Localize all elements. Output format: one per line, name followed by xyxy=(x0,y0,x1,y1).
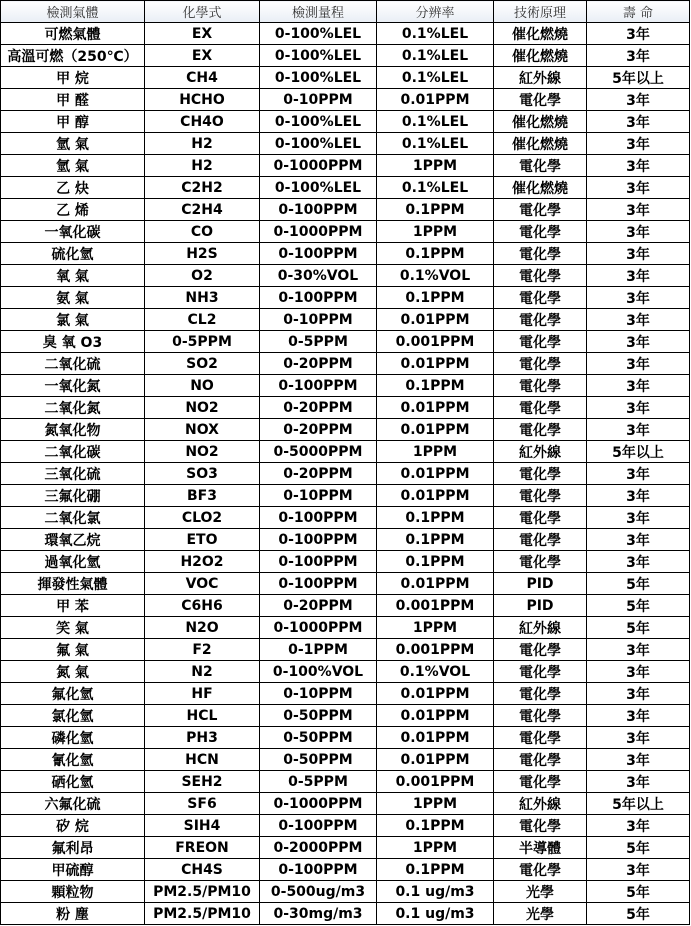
lifespan-cell: 3年 xyxy=(587,155,690,177)
gas-name-cell: 氮氧化物 xyxy=(1,419,145,441)
gas-name-cell: 氟 氣 xyxy=(1,639,145,661)
resolution-cell: 0.1%VOL xyxy=(377,265,494,287)
principle-cell: 電化學 xyxy=(494,155,587,177)
gas-name-cell: 乙 炔 xyxy=(1,177,145,199)
table-row xyxy=(1,463,690,485)
formula-cell: BF3 xyxy=(145,485,260,507)
principle-cell: 電化學 xyxy=(494,529,587,551)
resolution-cell: 0.001PPM xyxy=(377,331,494,353)
formula-cell: CH4 xyxy=(145,67,260,89)
header-principle: 技術原理 xyxy=(494,1,587,23)
gas-name-cell: 氯化氫 xyxy=(1,705,145,727)
lifespan-cell: 3年 xyxy=(587,507,690,529)
lifespan-cell: 3年 xyxy=(587,397,690,419)
lifespan-cell: 5年以上 xyxy=(587,67,690,89)
table-row xyxy=(1,881,690,903)
resolution-cell: 0.1%LEL xyxy=(377,177,494,199)
lifespan-cell: 3年 xyxy=(587,705,690,727)
formula-cell: PM2.5/PM10 xyxy=(145,881,260,903)
range-cell: 0-100%LEL xyxy=(260,111,377,133)
lifespan-cell: 3年 xyxy=(587,683,690,705)
principle-cell: 電化學 xyxy=(494,419,587,441)
table-row xyxy=(1,617,690,639)
range-cell: 0-10PPM xyxy=(260,309,377,331)
table-row xyxy=(1,23,690,45)
formula-cell: HF xyxy=(145,683,260,705)
lifespan-cell: 5年 xyxy=(587,617,690,639)
resolution-cell: 1PPM xyxy=(377,155,494,177)
range-cell: 0-100PPM xyxy=(260,375,377,397)
lifespan-cell: 3年 xyxy=(587,89,690,111)
lifespan-cell: 3年 xyxy=(587,419,690,441)
lifespan-cell: 3年 xyxy=(587,221,690,243)
range-cell: 0-1000PPM xyxy=(260,617,377,639)
lifespan-cell: 3年 xyxy=(587,529,690,551)
table-row xyxy=(1,375,690,397)
formula-cell: NO2 xyxy=(145,397,260,419)
gas-name-cell: 顆粒物 xyxy=(1,881,145,903)
range-cell: 0-100PPM xyxy=(260,199,377,221)
lifespan-cell: 5年 xyxy=(587,881,690,903)
principle-cell: 電化學 xyxy=(494,661,587,683)
resolution-cell: 0.1%LEL xyxy=(377,67,494,89)
header-lifespan: 壽 命 xyxy=(587,1,690,23)
principle-cell: 電化學 xyxy=(494,551,587,573)
resolution-cell: 0.1PPM xyxy=(377,529,494,551)
principle-cell: 電化學 xyxy=(494,485,587,507)
principle-cell: PID xyxy=(494,595,587,617)
table-row xyxy=(1,243,690,265)
gas-name-cell: 環氧乙烷 xyxy=(1,529,145,551)
table-row xyxy=(1,133,690,155)
principle-cell: 催化燃燒 xyxy=(494,111,587,133)
table-row xyxy=(1,661,690,683)
lifespan-cell: 5年 xyxy=(587,837,690,859)
gas-name-cell: 一氧化碳 xyxy=(1,221,145,243)
principle-cell: 電化學 xyxy=(494,199,587,221)
resolution-cell: 1PPM xyxy=(377,441,494,463)
gas-name-cell: 甲 烷 xyxy=(1,67,145,89)
principle-cell: 電化學 xyxy=(494,221,587,243)
range-cell: 0-100PPM xyxy=(260,859,377,881)
range-cell: 0-100%LEL xyxy=(260,67,377,89)
formula-cell: SO3 xyxy=(145,463,260,485)
gas-name-cell: 揮發性氣體 xyxy=(1,573,145,595)
range-cell: 0-10PPM xyxy=(260,89,377,111)
table-row xyxy=(1,199,690,221)
principle-cell: 電化學 xyxy=(494,727,587,749)
table-row xyxy=(1,397,690,419)
gas-name-cell: 甲 醇 xyxy=(1,111,145,133)
table-row xyxy=(1,551,690,573)
header-resolution: 分辨率 xyxy=(377,1,494,23)
formula-cell: PM2.5/PM10 xyxy=(145,903,260,925)
range-cell: 0-20PPM xyxy=(260,419,377,441)
formula-cell: H2 xyxy=(145,155,260,177)
table-row xyxy=(1,177,690,199)
formula-cell: CH4S xyxy=(145,859,260,881)
formula-cell: NO xyxy=(145,375,260,397)
range-cell: 0-100PPM xyxy=(260,573,377,595)
lifespan-cell: 3年 xyxy=(587,331,690,353)
table-row xyxy=(1,815,690,837)
gas-name-cell: 高溫可燃（250℃） xyxy=(1,45,145,67)
table-row xyxy=(1,331,690,353)
formula-cell: NO2 xyxy=(145,441,260,463)
gas-name-cell: 磷化氫 xyxy=(1,727,145,749)
table-row xyxy=(1,353,690,375)
range-cell: 0-100PPM xyxy=(260,815,377,837)
range-cell: 0-50PPM xyxy=(260,727,377,749)
resolution-cell: 0.1 ug/m3 xyxy=(377,903,494,925)
range-cell: 0-100PPM xyxy=(260,551,377,573)
range-cell: 0-30mg/m3 xyxy=(260,903,377,925)
principle-cell: 催化燃燒 xyxy=(494,45,587,67)
resolution-cell: 0.01PPM xyxy=(377,727,494,749)
principle-cell: 電化學 xyxy=(494,507,587,529)
gas-name-cell: 三氟化硼 xyxy=(1,485,145,507)
gas-name-cell: 臭 氧 O3 xyxy=(1,331,145,353)
formula-cell: H2 xyxy=(145,133,260,155)
gas-name-cell: 甲 苯 xyxy=(1,595,145,617)
range-cell: 0-1000PPM xyxy=(260,793,377,815)
principle-cell: 催化燃燒 xyxy=(494,133,587,155)
gas-name-cell: 氫 氣 xyxy=(1,133,145,155)
lifespan-cell: 3年 xyxy=(587,243,690,265)
resolution-cell: 0.1%LEL xyxy=(377,111,494,133)
table-row xyxy=(1,221,690,243)
gas-name-cell: 氟化氫 xyxy=(1,683,145,705)
resolution-cell: 1PPM xyxy=(377,793,494,815)
lifespan-cell: 3年 xyxy=(587,639,690,661)
table-row xyxy=(1,705,690,727)
lifespan-cell: 3年 xyxy=(587,771,690,793)
principle-cell: 電化學 xyxy=(494,749,587,771)
range-cell: 0-50PPM xyxy=(260,749,377,771)
gas-name-cell: 氯 氣 xyxy=(1,309,145,331)
principle-cell: PID xyxy=(494,573,587,595)
table-row xyxy=(1,727,690,749)
principle-cell: 催化燃燒 xyxy=(494,177,587,199)
lifespan-cell: 3年 xyxy=(587,375,690,397)
resolution-cell: 0.1 ug/m3 xyxy=(377,881,494,903)
gas-name-cell: 硫化氫 xyxy=(1,243,145,265)
table-row xyxy=(1,155,690,177)
range-cell: 0-100%LEL xyxy=(260,23,377,45)
resolution-cell: 0.1PPM xyxy=(377,859,494,881)
gas-name-cell: 氮 氣 xyxy=(1,661,145,683)
header-gas-name: 檢測氣體 xyxy=(1,1,145,23)
range-cell: 0-5PPM xyxy=(260,331,377,353)
gas-name-cell: 三氧化硫 xyxy=(1,463,145,485)
range-cell: 0-100%VOL xyxy=(260,661,377,683)
range-cell: 0-30%VOL xyxy=(260,265,377,287)
range-cell: 0-100PPM xyxy=(260,529,377,551)
lifespan-cell: 5年 xyxy=(587,903,690,925)
gas-name-cell: 二氧化氯 xyxy=(1,507,145,529)
range-cell: 0-100%LEL xyxy=(260,45,377,67)
principle-cell: 電化學 xyxy=(494,705,587,727)
formula-cell: 0-5PPM xyxy=(145,331,260,353)
gas-name-cell: 二氧化氮 xyxy=(1,397,145,419)
range-cell: 0-50PPM xyxy=(260,705,377,727)
principle-cell: 電化學 xyxy=(494,89,587,111)
formula-cell: C2H2 xyxy=(145,177,260,199)
table-row xyxy=(1,595,690,617)
lifespan-cell: 3年 xyxy=(587,199,690,221)
lifespan-cell: 3年 xyxy=(587,551,690,573)
principle-cell: 電化學 xyxy=(494,463,587,485)
range-cell: 0-20PPM xyxy=(260,353,377,375)
lifespan-cell: 3年 xyxy=(587,133,690,155)
lifespan-cell: 5年以上 xyxy=(587,441,690,463)
table-row xyxy=(1,441,690,463)
formula-cell: C6H6 xyxy=(145,595,260,617)
formula-cell: F2 xyxy=(145,639,260,661)
range-cell: 0-100%LEL xyxy=(260,177,377,199)
gas-name-cell: 六氟化硫 xyxy=(1,793,145,815)
resolution-cell: 1PPM xyxy=(377,837,494,859)
principle-cell: 電化學 xyxy=(494,683,587,705)
range-cell: 0-5000PPM xyxy=(260,441,377,463)
range-cell: 0-100%LEL xyxy=(260,133,377,155)
lifespan-cell: 3年 xyxy=(587,463,690,485)
formula-cell: ETO xyxy=(145,529,260,551)
table-row xyxy=(1,45,690,67)
principle-cell: 電化學 xyxy=(494,375,587,397)
lifespan-cell: 3年 xyxy=(587,749,690,771)
resolution-cell: 1PPM xyxy=(377,221,494,243)
lifespan-cell: 3年 xyxy=(587,859,690,881)
formula-cell: CO xyxy=(145,221,260,243)
table-row xyxy=(1,749,690,771)
resolution-cell: 0.01PPM xyxy=(377,309,494,331)
principle-cell: 光學 xyxy=(494,881,587,903)
table-row xyxy=(1,419,690,441)
formula-cell: NOX xyxy=(145,419,260,441)
range-cell: 0-1000PPM xyxy=(260,221,377,243)
resolution-cell: 0.1%LEL xyxy=(377,23,494,45)
formula-cell: FREON xyxy=(145,837,260,859)
lifespan-cell: 3年 xyxy=(587,727,690,749)
resolution-cell: 0.01PPM xyxy=(377,419,494,441)
principle-cell: 電化學 xyxy=(494,309,587,331)
formula-cell: CH4O xyxy=(145,111,260,133)
lifespan-cell: 3年 xyxy=(587,177,690,199)
lifespan-cell: 3年 xyxy=(587,309,690,331)
range-cell: 0-1000PPM xyxy=(260,155,377,177)
principle-cell: 電化學 xyxy=(494,265,587,287)
gas-name-cell: 氧 氣 xyxy=(1,265,145,287)
table-row xyxy=(1,485,690,507)
formula-cell: VOC xyxy=(145,573,260,595)
gas-name-cell: 過氧化氫 xyxy=(1,551,145,573)
resolution-cell: 0.1%VOL xyxy=(377,661,494,683)
range-cell: 0-100PPM xyxy=(260,287,377,309)
table-row xyxy=(1,507,690,529)
formula-cell: CLO2 xyxy=(145,507,260,529)
formula-cell: O2 xyxy=(145,265,260,287)
formula-cell: SEH2 xyxy=(145,771,260,793)
range-cell: 0-2000PPM xyxy=(260,837,377,859)
header-row xyxy=(1,1,690,23)
table-body xyxy=(1,23,690,925)
principle-cell: 電化學 xyxy=(494,639,587,661)
formula-cell: N2O xyxy=(145,617,260,639)
header-formula: 化學式 xyxy=(145,1,260,23)
resolution-cell: 0.01PPM xyxy=(377,89,494,111)
formula-cell: H2O2 xyxy=(145,551,260,573)
formula-cell: HCHO xyxy=(145,89,260,111)
range-cell: 0-20PPM xyxy=(260,463,377,485)
table-row xyxy=(1,771,690,793)
formula-cell: CL2 xyxy=(145,309,260,331)
table-row xyxy=(1,309,690,331)
table-row xyxy=(1,111,690,133)
range-cell: 0-100PPM xyxy=(260,507,377,529)
table-row xyxy=(1,67,690,89)
formula-cell: SF6 xyxy=(145,793,260,815)
resolution-cell: 0.001PPM xyxy=(377,595,494,617)
resolution-cell: 0.01PPM xyxy=(377,353,494,375)
table-row xyxy=(1,683,690,705)
gas-name-cell: 氫 氣 xyxy=(1,155,145,177)
resolution-cell: 0.1PPM xyxy=(377,815,494,837)
table-row xyxy=(1,287,690,309)
range-cell: 0-5PPM xyxy=(260,771,377,793)
lifespan-cell: 5年以上 xyxy=(587,793,690,815)
lifespan-cell: 3年 xyxy=(587,111,690,133)
range-cell: 0-500ug/m3 xyxy=(260,881,377,903)
principle-cell: 催化燃燒 xyxy=(494,23,587,45)
gas-name-cell: 笑 氣 xyxy=(1,617,145,639)
resolution-cell: 0.001PPM xyxy=(377,639,494,661)
lifespan-cell: 3年 xyxy=(587,45,690,67)
header-range: 檢測量程 xyxy=(260,1,377,23)
range-cell: 0-20PPM xyxy=(260,595,377,617)
resolution-cell: 0.1PPM xyxy=(377,375,494,397)
formula-cell: SO2 xyxy=(145,353,260,375)
gas-name-cell: 乙 烯 xyxy=(1,199,145,221)
lifespan-cell: 3年 xyxy=(587,265,690,287)
gas-name-cell: 矽 烷 xyxy=(1,815,145,837)
principle-cell: 半導體 xyxy=(494,837,587,859)
resolution-cell: 0.01PPM xyxy=(377,749,494,771)
gas-name-cell: 甲 醛 xyxy=(1,89,145,111)
lifespan-cell: 5年 xyxy=(587,595,690,617)
gas-name-cell: 可燃氣體 xyxy=(1,23,145,45)
resolution-cell: 0.01PPM xyxy=(377,573,494,595)
lifespan-cell: 3年 xyxy=(587,815,690,837)
range-cell: 0-1PPM xyxy=(260,639,377,661)
table-row xyxy=(1,639,690,661)
resolution-cell: 0.1PPM xyxy=(377,287,494,309)
formula-cell: EX xyxy=(145,45,260,67)
formula-cell: SIH4 xyxy=(145,815,260,837)
gas-name-cell: 氟利昂 xyxy=(1,837,145,859)
principle-cell: 電化學 xyxy=(494,287,587,309)
principle-cell: 電化學 xyxy=(494,331,587,353)
principle-cell: 紅外線 xyxy=(494,67,587,89)
table-row xyxy=(1,903,690,925)
formula-cell: PH3 xyxy=(145,727,260,749)
range-cell: 0-20PPM xyxy=(260,397,377,419)
table-row xyxy=(1,529,690,551)
resolution-cell: 0.1PPM xyxy=(377,551,494,573)
formula-cell: HCL xyxy=(145,705,260,727)
resolution-cell: 1PPM xyxy=(377,617,494,639)
resolution-cell: 0.001PPM xyxy=(377,771,494,793)
lifespan-cell: 3年 xyxy=(587,661,690,683)
resolution-cell: 0.1PPM xyxy=(377,507,494,529)
lifespan-cell: 3年 xyxy=(587,287,690,309)
principle-cell: 電化學 xyxy=(494,397,587,419)
formula-cell: H2S xyxy=(145,243,260,265)
lifespan-cell: 3年 xyxy=(587,353,690,375)
principle-cell: 電化學 xyxy=(494,815,587,837)
principle-cell: 電化學 xyxy=(494,353,587,375)
lifespan-cell: 3年 xyxy=(587,23,690,45)
gas-name-cell: 二氧化硫 xyxy=(1,353,145,375)
resolution-cell: 0.01PPM xyxy=(377,683,494,705)
principle-cell: 紅外線 xyxy=(494,793,587,815)
gas-name-cell: 一氧化氮 xyxy=(1,375,145,397)
lifespan-cell: 3年 xyxy=(587,485,690,507)
resolution-cell: 0.01PPM xyxy=(377,463,494,485)
table-row xyxy=(1,573,690,595)
gas-name-cell: 甲硫醇 xyxy=(1,859,145,881)
principle-cell: 光學 xyxy=(494,903,587,925)
formula-cell: N2 xyxy=(145,661,260,683)
gas-name-cell: 粉 塵 xyxy=(1,903,145,925)
resolution-cell: 0.01PPM xyxy=(377,485,494,507)
gas-name-cell: 氨 氣 xyxy=(1,287,145,309)
principle-cell: 電化學 xyxy=(494,859,587,881)
formula-cell: HCN xyxy=(145,749,260,771)
resolution-cell: 0.1%LEL xyxy=(377,45,494,67)
formula-cell: EX xyxy=(145,23,260,45)
formula-cell: NH3 xyxy=(145,287,260,309)
resolution-cell: 0.1%LEL xyxy=(377,133,494,155)
principle-cell: 電化學 xyxy=(494,243,587,265)
gas-name-cell: 二氧化碳 xyxy=(1,441,145,463)
resolution-cell: 0.1PPM xyxy=(377,243,494,265)
principle-cell: 電化學 xyxy=(494,771,587,793)
formula-cell: C2H4 xyxy=(145,199,260,221)
resolution-cell: 0.1PPM xyxy=(377,199,494,221)
table-row xyxy=(1,837,690,859)
table-row xyxy=(1,89,690,111)
range-cell: 0-100PPM xyxy=(260,243,377,265)
range-cell: 0-10PPM xyxy=(260,683,377,705)
table-row xyxy=(1,265,690,287)
table-row xyxy=(1,859,690,881)
principle-cell: 紅外線 xyxy=(494,617,587,639)
principle-cell: 紅外線 xyxy=(494,441,587,463)
gas-name-cell: 氰化氫 xyxy=(1,749,145,771)
table-row xyxy=(1,793,690,815)
range-cell: 0-10PPM xyxy=(260,485,377,507)
gas-name-cell: 硒化氫 xyxy=(1,771,145,793)
lifespan-cell: 5年 xyxy=(587,573,690,595)
resolution-cell: 0.01PPM xyxy=(377,705,494,727)
resolution-cell: 0.01PPM xyxy=(377,397,494,419)
